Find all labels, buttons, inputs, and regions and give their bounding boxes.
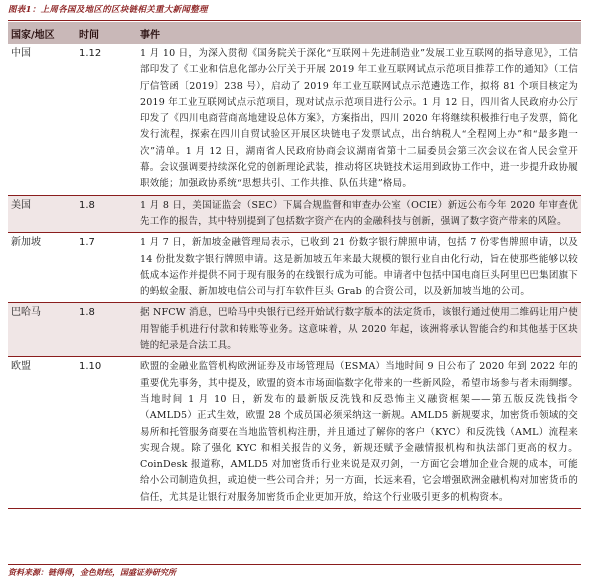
cell-region: 巴哈马 [8,303,76,357]
header-region: 国家/地区 [8,22,76,44]
source-note: 资料来源：链得得，金色财经，国盛证券研究所 [8,567,176,577]
cell-region: 美国 [8,195,76,233]
cell-region: 欧盟 [8,357,76,509]
caption-divider [8,20,581,21]
table-row-eu [8,357,581,509]
cell-time: 1.7 [76,233,137,303]
cell-event: 1 月 7 日，新加坡金融管理局表示，已收到 21 份数字银行牌照申请，包括 7 份零售牌照申请，以及 14 份批发数字银行牌照申请。这是新加坡五年来最大规模的银行业自由化行动，旨在使那些能够以较低成本运作并提供不同于现有服务的在线银行成为可能。申请者中包括中国电商巨头阿里巴巴集团旗下的蚂蚁金服、新加坡电信公司与打车软件巨头 Grab 的合资公司，以及新加坡当地的公司。 [137,233,581,303]
cell-event: 据 NFCW 消息，巴哈马中央银行已经开始试行数字版本的法定货币，该银行通过使用二维码让用户使用智能手机进行付款和转账等业务。这意味着，从 2020 年起，该洲将承认智能合约和其他基于区块链的纪录是合法工具。 [137,303,581,357]
table-row-singapore [8,233,581,303]
table-row-china [8,44,581,195]
table-row-bahamas [8,303,581,357]
cell-region: 中国 [8,44,76,195]
cell-time: 1.10 [76,357,137,509]
table-row-usa [8,195,581,233]
table-header-row [8,22,581,44]
cell-event: 欧盟的金融业监管机构欧洲证券及市场管理局（ESMA）当地时间 9 日公布了 2020 年到 2022 年的重要优先事务，其中提及，欧盟的资本市场面临数字化带来的一些新风险，希望市场参与者未雨绸缪。当地时间 1 月 10 日，新发布的最新版反洗钱和反恐怖主义融资框架——第五版反洗钱指令（AMLD5）正式生效，欧盟 28 个成员国必须采纳这一新规。AMLD5 新规要求，加密货币领域的交易所和托管服务商要在当地监管机构注册，并且通过了解你的客户（KYC）和反洗钱（AML）流程来实现合规。除了强化 KYC 和相关报告的义务，新规还赋予金融情报机构和执法部门更高的权力。CoinDesk 报道称，AMLD5 对加密货币行业来说是双刃剑，一方面它会增加企业合规的成本，可能给小公司制造负担，或迫使一些公司合并；另一方面，长远来看，它会增强欧洲金融机构对加密货币的信任，尤其是让银行对服务加密货币企业更加开放，给这个行业吸引更多的机构资本。 [137,357,581,509]
cell-event: 1 月 8 日，美国证监会（SEC）下属合规监督和审查办公室（OCIE）新远公布今年 2020 年审查优先工作的报告，其中特别提到了包括数字资产在内的金融科技与创新，强调了数字资产带来的风险。 [137,195,581,233]
cell-event: 1 月 10 日，为深入贯彻《国务院关于深化“互联网＋先进制造业”发展工业互联网的指导意见》，工信部印发了《工业和信息化部办公厅关于开展 2019 年工业互联网试点示范项目推荐工作的通知》（工信厅信管函〔2019〕238 号），启动了 2019 年工业互联网试点示范遴选工作，拟将 81 个项目核定为 2019 年工业互联网试点示范项目，现对试点示范项目进行公示。1 月 12 日，四川省人民政府办公厅印发了《四川电商营商高地建设总体方案》，方案指出，四川 2020 年将继续积极推行电子发票，简化发行流程，探索在四川自贸试验区开展区块链电子发票试点，出台纳税人“全程网上办”和“最多跑一次”清单。1 月 12 日，湖南省人民政府协商会议湖南省第十二届委员会第三次会议在省人民会堂开幕。会议强调要持续深化党的创新理论武装，推动将区块链技术运用到政协工作中，进一步提升政协履职效能；加强政协系统“思想共引、工作共推、队伍共建”格局。 [137,44,581,195]
source-divider [8,564,581,565]
header-event: 事件 [137,22,581,44]
news-table [8,22,581,509]
header-time: 时间 [76,22,137,44]
cell-region: 新加坡 [8,233,76,303]
cell-time: 1.8 [76,303,137,357]
cell-time: 1.8 [76,195,137,233]
cell-time: 1.12 [76,44,137,195]
table-caption: 图表1：上周各国及地区的区块链相关重大新闻整理 [8,5,208,15]
